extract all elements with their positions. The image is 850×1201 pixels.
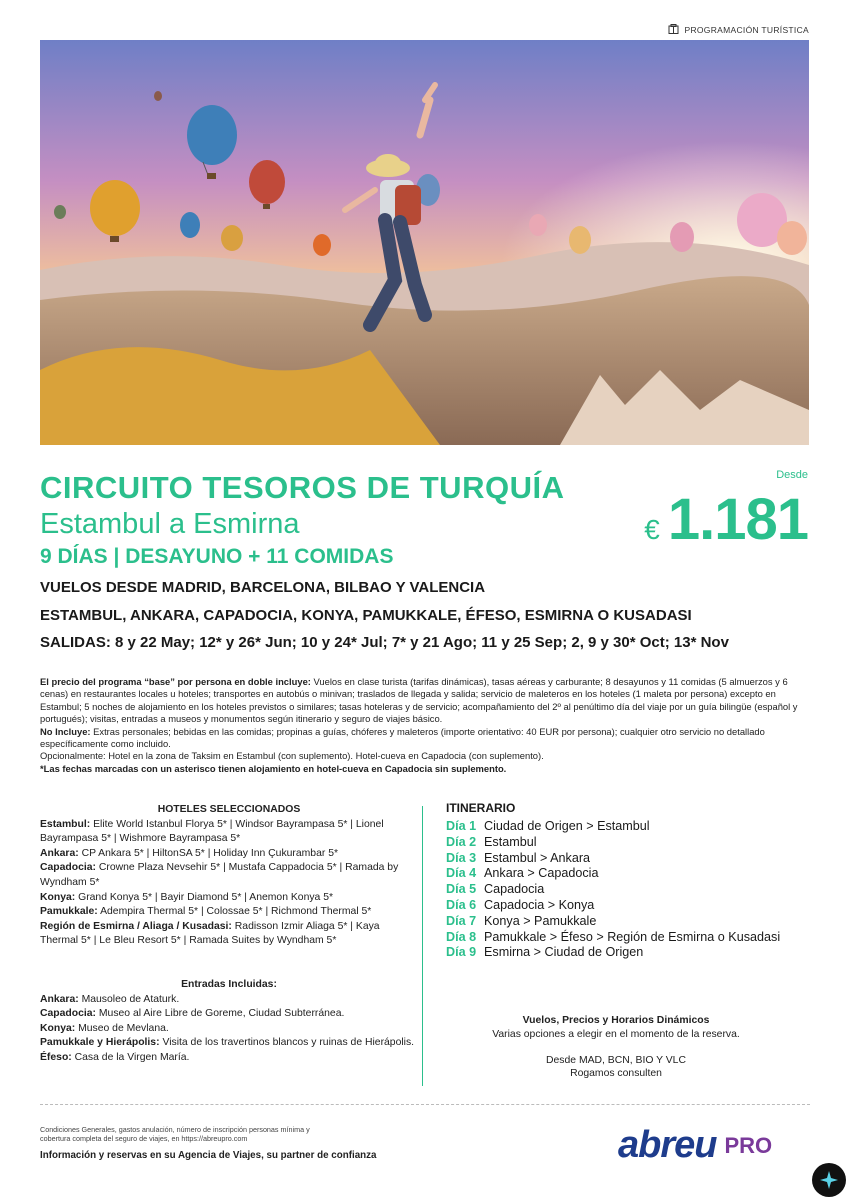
departures-line: SALIDAS: 8 y 22 May; 12* y 26* Jun; 10 y 24* Jul; 7* y 21 Ago; 11 y 25 Sep; 2, 9 y 30* Oct; 13* Nov xyxy=(40,634,729,651)
price-currency: € xyxy=(644,514,660,545)
hotels-section xyxy=(40,803,418,1066)
dynamic-text: Varias opciones a elegir en el momento de la reserva. xyxy=(492,1028,740,1040)
entry-item xyxy=(40,1051,418,1066)
entry-text: Casa de la Virgen María. xyxy=(71,1051,190,1063)
itinerary-row xyxy=(446,882,816,898)
entry-item xyxy=(40,1036,418,1051)
dynamic-from: Desde MAD, BCN, BIO Y VLC xyxy=(546,1054,686,1066)
itinerary-route: Esmirna > Ciudad de Origen xyxy=(484,945,644,960)
itinerary-day: Día 4 xyxy=(446,866,477,881)
itinerary-route: Konya > Pamukkale xyxy=(484,913,597,928)
excludes-text: Extras personales; bebidas en las comidas; propinas a guías, chóferes y maleteros (importe orientativo: 40 EUR por persona); cualquier otro servicio no detallado específicamente como incluido. xyxy=(40,725,765,750)
fineprint xyxy=(40,676,810,775)
abreu-pro-logo xyxy=(618,1124,772,1167)
cities-line: ESTAMBUL, ANKARA, CAPADOCIA, KONYA, PAMUKKALE, ÉFESO, ESMIRNA O KUSADASI xyxy=(40,607,692,624)
entry-place: Éfeso: xyxy=(40,1051,72,1063)
entry-place: Capadocia: xyxy=(40,1008,97,1020)
sparkle-icon[interactable] xyxy=(812,1163,846,1197)
entry-place: Konya: xyxy=(40,1022,76,1034)
itinerary-row xyxy=(446,851,816,867)
price xyxy=(644,486,808,553)
hero-image xyxy=(40,40,809,445)
itinerary-day: Día 8 xyxy=(446,929,477,944)
building-icon xyxy=(668,24,679,36)
entry-item xyxy=(40,1007,418,1022)
itinerary-row xyxy=(446,930,816,946)
hotel-list: Elite World Istanbul Florya 5* | Windsor Bayrampasa 5* | Lionel Bayrampasa 5* | Wishmore Bayrampasa 5* xyxy=(40,818,384,845)
entry-text: Mausoleo de Ataturk. xyxy=(78,993,180,1005)
includes-text: Vuelos en clase turista (tarifas dinámicas), tasas aéreas y carburante; 8 desayunos y 11 comidas (5 almuerzos y 6 cenas) en restaurantes locales u hoteles; transportes en autobús o minivan; traslados de llegada y salida; servicio de maleteros en los hoteles (1 maleta por persona) excepto en Estambul; 5 noches de alojamiento en los hoteles previstos o similares; tasas hoteleras y de servicio; acompañamiento del 2º al penúltimo día del viaje por un guía bilingüe (español y portugués); visitas, entradas a museos y monumentos según itinerario y seguro de viajes básico. xyxy=(40,676,798,725)
hotel-place: Capadocia: xyxy=(40,862,97,874)
hotels-heading: HOTELES SELECCIONADOS xyxy=(157,804,301,815)
itinerary-day: Día 2 xyxy=(446,834,477,849)
itinerary-row xyxy=(446,835,816,851)
entry-item xyxy=(40,993,418,1008)
itinerary-row xyxy=(446,819,816,835)
itinerary-route: Capadocia > Konya xyxy=(484,897,595,912)
tour-title: CIRCUITO TESOROS DE TURQUÍA xyxy=(40,470,565,505)
itinerary-route: Ankara > Capadocia xyxy=(484,866,599,881)
asterisk-note: *Las fechas marcadas con un asterisco tienen alojamiento en hotel-cueva en Capadocia sin suplemento. xyxy=(40,762,507,774)
itinerary-day: Día 7 xyxy=(446,913,477,928)
includes-label: El precio del programa “base” por persona en doble incluye: xyxy=(40,676,311,687)
hotel-list: Grand Konya 5* | Bayir Diamond 5* | Anemon Konya 5* xyxy=(75,891,334,903)
itinerary-route: Ciudad de Origen > Estambul xyxy=(484,819,650,833)
hotel-list: Adempira Thermal 5* | Colossae 5* | Richmond Thermal 5* xyxy=(97,906,372,918)
flights-line: VUELOS DESDE MADRID, BARCELONA, BILBAO Y VALENCIA xyxy=(40,579,486,596)
entry-text: Museo de Mevlana. xyxy=(75,1022,169,1034)
itinerary-route: Estambul xyxy=(484,834,537,849)
optional-text: Opcionalmente: Hotel en la zona de Taksim en Estambul (con suplemento). Hotel-cueva en Capadocia (con suplemento). xyxy=(40,750,544,762)
hotel-item xyxy=(40,905,418,920)
program-tag xyxy=(668,24,809,36)
hotel-item xyxy=(40,861,418,890)
conditions-text: Condiciones Generales, gastos anulación, número de inscripción personas mínima y cobertura completa del seguro de viajes, en https://abreupro.com xyxy=(40,1125,310,1144)
hotel-place: Región de Esmirna / Aliaga / Kusadasi: xyxy=(40,920,232,932)
hotel-list: CP Ankara 5* | HiltonSA 5* | Holiday Inn Çukurambar 5* xyxy=(78,847,339,859)
itinerary-route: Pamukkale > Éfeso > Región de Esmirna o Kusadasi xyxy=(484,929,781,944)
hotel-item xyxy=(40,847,418,862)
itinerary-day: Día 1 xyxy=(446,819,477,833)
tour-duration: 9 DÍAS | DESAYUNO + 11 COMIDAS xyxy=(40,545,394,568)
entry-place: Pamukkale y Hierápolis: xyxy=(40,1037,160,1049)
info-text: Información y reservas en su Agencia de Viajes, su partner de confianza xyxy=(40,1150,377,1161)
tour-subtitle: Estambul a Esmirna xyxy=(40,508,300,540)
itinerary xyxy=(446,801,816,961)
entry-text: Visita de los travertinos blancos y ruinas de Hierápolis. xyxy=(159,1037,415,1049)
hotel-item xyxy=(40,818,418,847)
hotel-place: Pamukkale: xyxy=(40,906,98,918)
dynamic-title: Vuelos, Precios y Horarios Dinámicos xyxy=(522,1015,710,1026)
itinerary-heading: ITINERARIO xyxy=(446,801,516,815)
footer-divider xyxy=(40,1104,810,1105)
price-from-label: Desde xyxy=(776,469,808,481)
hotel-item xyxy=(40,891,418,906)
hotel-place: Estambul: xyxy=(40,818,91,830)
itinerary-route: Capadocia xyxy=(484,882,545,897)
itinerary-row xyxy=(446,914,816,930)
hotel-list: Radisson Izmir Aliaga 5* | Kaya Thermal 5* | Le Bleu Resort 5* | Ramada Suites by Wyndham 5* xyxy=(40,920,380,947)
hotel-place: Ankara: xyxy=(40,847,79,859)
hotel-item xyxy=(40,920,418,949)
program-tag-label: PROGRAMACIÓN TURÍSTICA xyxy=(684,25,809,35)
entry-item xyxy=(40,1022,418,1037)
dynamic-info xyxy=(446,1014,786,1081)
logo-pro: PRO xyxy=(724,1132,773,1158)
itinerary-day: Día 5 xyxy=(446,882,477,897)
itinerary-row xyxy=(446,945,816,961)
excludes-label: No Incluye: xyxy=(40,725,91,737)
price-amount: 1.181 xyxy=(667,487,808,552)
itinerary-day: Día 6 xyxy=(446,897,477,912)
entry-text: Museo al Aire Libre de Goreme, Ciudad Subterránea. xyxy=(96,1008,345,1020)
logo-abreu: abreu xyxy=(618,1124,717,1166)
entries-heading: Entradas Incluidas: xyxy=(181,978,277,990)
itinerary-row xyxy=(446,898,816,914)
itinerary-route: Estambul > Ankara xyxy=(484,850,591,865)
hotel-place: Konya: xyxy=(40,891,76,903)
entry-place: Ankara: xyxy=(40,993,79,1005)
itinerary-day: Día 9 xyxy=(446,945,477,960)
column-divider xyxy=(422,806,423,1086)
dynamic-consult: Rogamos consulten xyxy=(570,1068,662,1080)
hotel-list: Crowne Plaza Nevsehir 5* | Mustafa Cappadocia 5* | Ramada by Wyndham 5* xyxy=(40,862,399,888)
itinerary-row xyxy=(446,866,816,882)
itinerary-day: Día 3 xyxy=(446,850,477,865)
